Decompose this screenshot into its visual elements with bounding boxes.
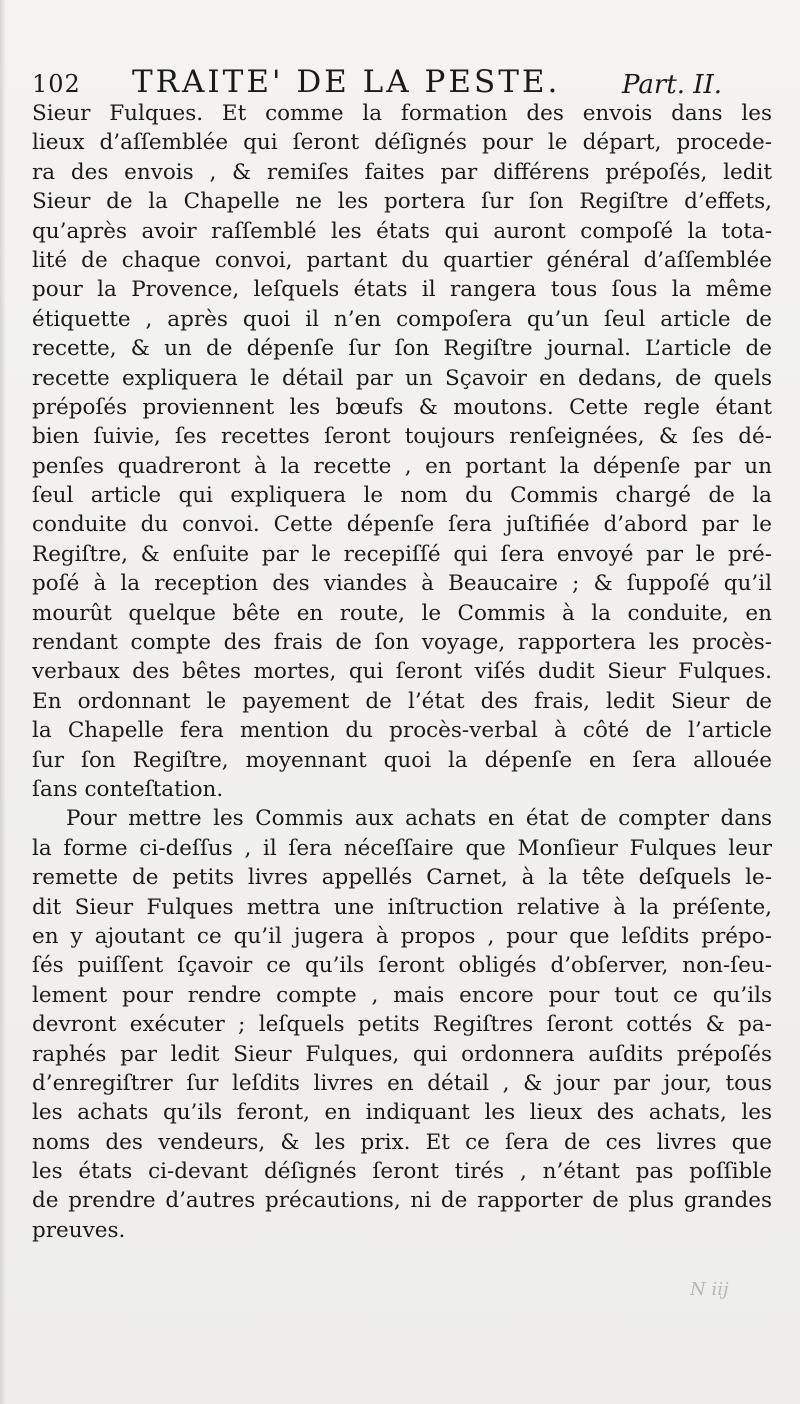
running-part: Part. II. xyxy=(622,70,723,100)
text-line: mourût quelque bête en route, le Commis à la conduite, en xyxy=(32,600,772,626)
text-line: devront exécuter ; leſquels petits Regiſtres ſeront cottés & pa- xyxy=(32,1012,772,1038)
page-edge-shadow xyxy=(0,0,6,1404)
signature-mark: N iij xyxy=(690,1279,729,1300)
running-title: TRAITE' DE LA PESTE. xyxy=(132,64,561,100)
text-line: d’enregiſtrer ſur leſdits livres en détail , & jour par jour, tous xyxy=(32,1070,772,1096)
text-line: rendant compte des frais de ſon voyage, rapportera les procès- xyxy=(32,630,772,656)
text-line: En ordonnant le payement de l’état des frais, ledit Sieur de xyxy=(32,688,772,714)
text-line: recette expliquera le détail par un Sçavoir en dedans, de quels xyxy=(32,365,772,391)
text-line: ſeul article qui expliquera le nom du Commis chargé de la xyxy=(32,483,772,509)
text-line: dit Sieur Fulques mettra une inſtruction relative à la préſente, xyxy=(32,894,772,920)
text-line: raphés par ledit Sieur Fulques, qui ordonnera auſdits prépoſés xyxy=(32,1041,772,1067)
text-line: Regiſtre, & enſuite par le recepiſſé qui ſera envoyé par le pré- xyxy=(32,541,772,567)
text-line: la Chapelle fera mention du procès-verbal à côté de l’article xyxy=(32,718,772,744)
text-line: ſur ſon Regiſtre, moyennant quoi la dépenſe en ſera allouée xyxy=(32,747,772,773)
text-line: lité de chaque convoi, partant du quartier général d’aſſemblée xyxy=(32,247,772,273)
text-line: Pour mettre les Commis aux achats en état de compter dans xyxy=(66,806,772,832)
text-line: en y ajoutant ce qu’il jugera à propos , pour que leſdits prépo- xyxy=(32,923,772,949)
text-line: lieux d’aſſemblée qui ſeront déſignés pour le départ, procede- xyxy=(32,130,772,156)
text-line: ſans conteſtation. xyxy=(32,776,224,802)
text-line: conduite du convoi. Cette dépenſe ſera juſtifiée d’abord par le xyxy=(32,512,772,538)
page-number: 102 xyxy=(32,70,81,98)
text-line: de prendre d’autres précautions, ni de rapporter de plus grandes xyxy=(32,1188,772,1214)
text-line: Sieur Fulques. Et comme la formation des envois dans les xyxy=(32,101,772,126)
text-line: verbaux des bêtes mortes, qui ſeront viſés dudit Sieur Fulques. xyxy=(32,659,772,685)
text-line: prépoſés proviennent les bœufs & moutons. Cette regle étant xyxy=(32,394,772,420)
text-line: pour la Provence, leſquels états il rangera tous ſous la même xyxy=(32,277,772,303)
text-line: les achats qu’ils feront, en indiquant les lieux des achats, les xyxy=(32,1100,772,1126)
text-line: noms des vendeurs, & les prix. Et ce ſera de ces livres que xyxy=(32,1129,772,1155)
text-line: étiquette , après quoi il n’en compoſera qu’un ſeul article de xyxy=(32,306,772,332)
page-header xyxy=(30,62,770,102)
text-line: qu’après avoir raſſemblé les états qui auront compoſé la tota- xyxy=(32,218,772,244)
text-line: lement pour rendre compte , mais encore pour tout ce qu’ils xyxy=(32,982,772,1008)
text-line: penſes quadreront à la recette , en portant la dépenſe par un xyxy=(32,453,772,479)
text-line: recette, & un de dépenſe ſur ſon Regiſtre journal. L’article de xyxy=(32,336,772,362)
text-line: ſés puiſſent ſçavoir ce qu’ils ſeront obligés d’obſerver, non-ſeu- xyxy=(32,953,772,979)
text-line: preuves. xyxy=(32,1217,126,1243)
text-line: les états ci-devant déſignés ſeront tirés , n’étant pas poſſible xyxy=(32,1159,772,1185)
text-line: poſé à la reception des viandes à Beaucaire ; & ſuppoſé qu’il xyxy=(32,571,772,597)
text-line: bien ſuivie, ſes recettes ſeront toujours renſeignées, & ſes dé- xyxy=(32,424,772,450)
text-line: ra des envois , & remiſes faites par différens prépoſés, ledit xyxy=(32,159,772,185)
text-line: la forme ci-deſſus , il ſera néceſſaire que Monſieur Fulques leur xyxy=(32,835,772,861)
text-line: remette de petits livres appellés Carnet, à la tête deſquels le- xyxy=(32,865,772,891)
body-text xyxy=(32,99,772,1245)
text-line: Sieur de la Chapelle ne les portera ſur ſon Regiſtre d’effets, xyxy=(32,189,772,215)
